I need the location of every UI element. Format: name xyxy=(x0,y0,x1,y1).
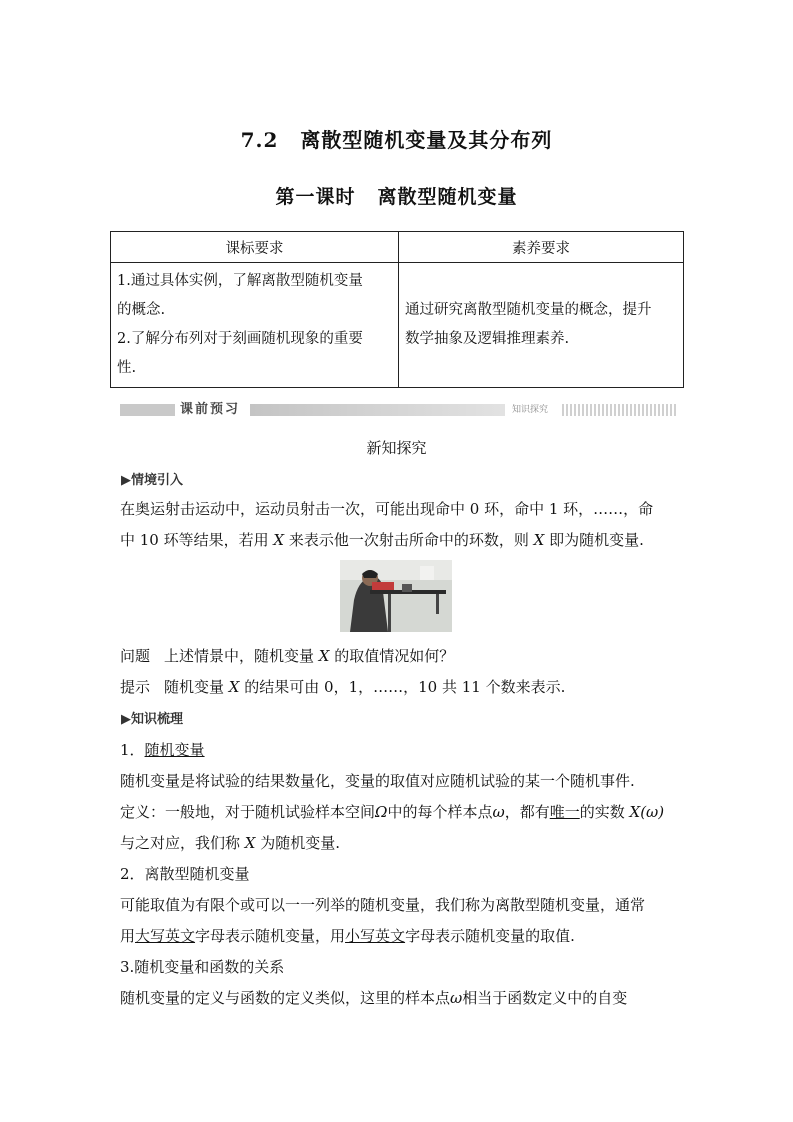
question-label: 问题 xyxy=(120,647,151,665)
section-3-heading: 3.随机变量和函数的关系 xyxy=(120,958,285,976)
bar-sublabel: 知识探究 xyxy=(512,405,549,415)
table-row xyxy=(111,263,684,388)
cell-line: 1.通过具体实例，了解离散型随机变量 xyxy=(117,273,363,289)
section-1-heading xyxy=(120,740,676,760)
cell-line: 的概念. xyxy=(117,302,166,318)
cell-line: 性. xyxy=(117,360,137,376)
situation-line-1: 在奥运射击运动中，运动员射击一次，可能出现命中 0 环，命中 1 环，……，命 xyxy=(120,500,654,518)
text-span: 与之对应，我们称 xyxy=(120,834,245,852)
bar-decoration xyxy=(120,404,175,416)
omega-symbol: ω xyxy=(450,989,463,1007)
section-2-para-1: 可能取值为有限个或可以一一列举的随机变量，我们称为离散型随机变量，通常 xyxy=(120,896,646,914)
text-span: 来表示他一次射击所命中的环数，则 xyxy=(284,531,534,549)
section-1-para-1: 随机变量是将试验的结果数量化，变量的取值对应随机试验的某一个随机事件. xyxy=(120,772,635,790)
variable-x: X xyxy=(273,531,285,549)
text-span: 相当于函数定义中的自变 xyxy=(462,989,628,1007)
bar-decoration xyxy=(250,404,505,416)
section-2-heading xyxy=(120,864,676,884)
text-span: 定义：一般地，对于随机试验样本空间 xyxy=(120,803,376,821)
shooting-photo xyxy=(340,560,452,632)
variable-x: X xyxy=(228,678,240,696)
lesson-subtitle xyxy=(0,182,793,209)
cell-line: 数学抽象及逻辑推理素养. xyxy=(405,331,570,347)
text-span: 为随机变量. xyxy=(255,834,341,852)
cell-line: 2.了解分布列对于刻画随机现象的重要 xyxy=(117,331,363,347)
situation-line-2 xyxy=(120,530,676,550)
underlined-term: 大写英文 xyxy=(135,927,196,945)
text-span: 随机变量的定义与函数的定义类似，这里的样本点 xyxy=(120,989,451,1007)
underlined-term: 小写英文 xyxy=(345,927,406,945)
section-1-para-2 xyxy=(120,802,676,822)
section-num: 1． xyxy=(120,741,145,759)
function-x-omega: X(ω) xyxy=(629,803,665,821)
section-number: 7.2 xyxy=(240,128,279,152)
variable-x: X xyxy=(318,647,330,665)
text-span: 中 10 环等结果，若用 xyxy=(120,531,274,549)
variable-x: X xyxy=(244,834,256,852)
omega-symbol: ω xyxy=(492,803,505,821)
cell-line: 通过研究离散型随机变量的概念，提升 xyxy=(405,302,652,318)
variable-x: X xyxy=(533,531,545,549)
header-literacy: 素养要求 xyxy=(399,232,684,263)
table-header-row xyxy=(111,232,684,263)
question-line xyxy=(120,646,676,666)
text-span: 即为随机变量. xyxy=(544,531,644,549)
omega-cap-symbol: Ω xyxy=(375,803,388,821)
section-num: 2． xyxy=(120,865,145,883)
literacy-cell xyxy=(399,263,684,388)
section-title: 离散型随机变量 xyxy=(144,865,250,883)
text-span: ，都有 xyxy=(504,803,550,821)
section-bar xyxy=(120,402,678,418)
knowledge-heading: ▶知识梳理 xyxy=(121,712,183,727)
section-title: 随机变量 xyxy=(144,741,205,759)
text-span: 上述情景中，随机变量 xyxy=(164,647,319,665)
section-1-para-3 xyxy=(120,833,676,853)
curriculum-cell xyxy=(111,263,399,388)
bar-label: 课前预习 xyxy=(180,402,241,417)
situation-heading: ▶情境引入 xyxy=(121,473,183,488)
text-span: 随机变量 xyxy=(164,678,229,696)
text-span: 字母表示随机变量，用 xyxy=(195,927,346,945)
text-span: 用 xyxy=(120,927,136,945)
text-span: 的取值情况如何？ xyxy=(329,647,455,665)
section-2-para-2 xyxy=(120,926,676,946)
text-span: 字母表示随机变量的取值. xyxy=(405,927,575,945)
section-title: 离散型随机变量及其分布列 xyxy=(300,128,553,152)
lesson-number: 第一课时 xyxy=(275,186,356,208)
lesson-title: 离散型随机变量 xyxy=(377,186,518,208)
page-title xyxy=(0,124,793,153)
requirements-table xyxy=(110,231,684,388)
bar-decoration xyxy=(562,404,678,416)
header-curriculum: 课标要求 xyxy=(111,232,399,263)
text-span: 的结果可由 0，1，……，10 共 11 个数来表示. xyxy=(239,678,566,696)
new-knowledge-heading: 新知探究 xyxy=(366,439,427,457)
hint-label: 提示 xyxy=(120,678,151,696)
underlined-term: 唯一 xyxy=(549,803,580,821)
shooter-illustration xyxy=(340,560,452,632)
text-span: 中的每个样本点 xyxy=(387,803,493,821)
section-3-para-1 xyxy=(120,988,676,1008)
hint-line xyxy=(120,677,676,697)
text-span: 的实数 xyxy=(579,803,630,821)
